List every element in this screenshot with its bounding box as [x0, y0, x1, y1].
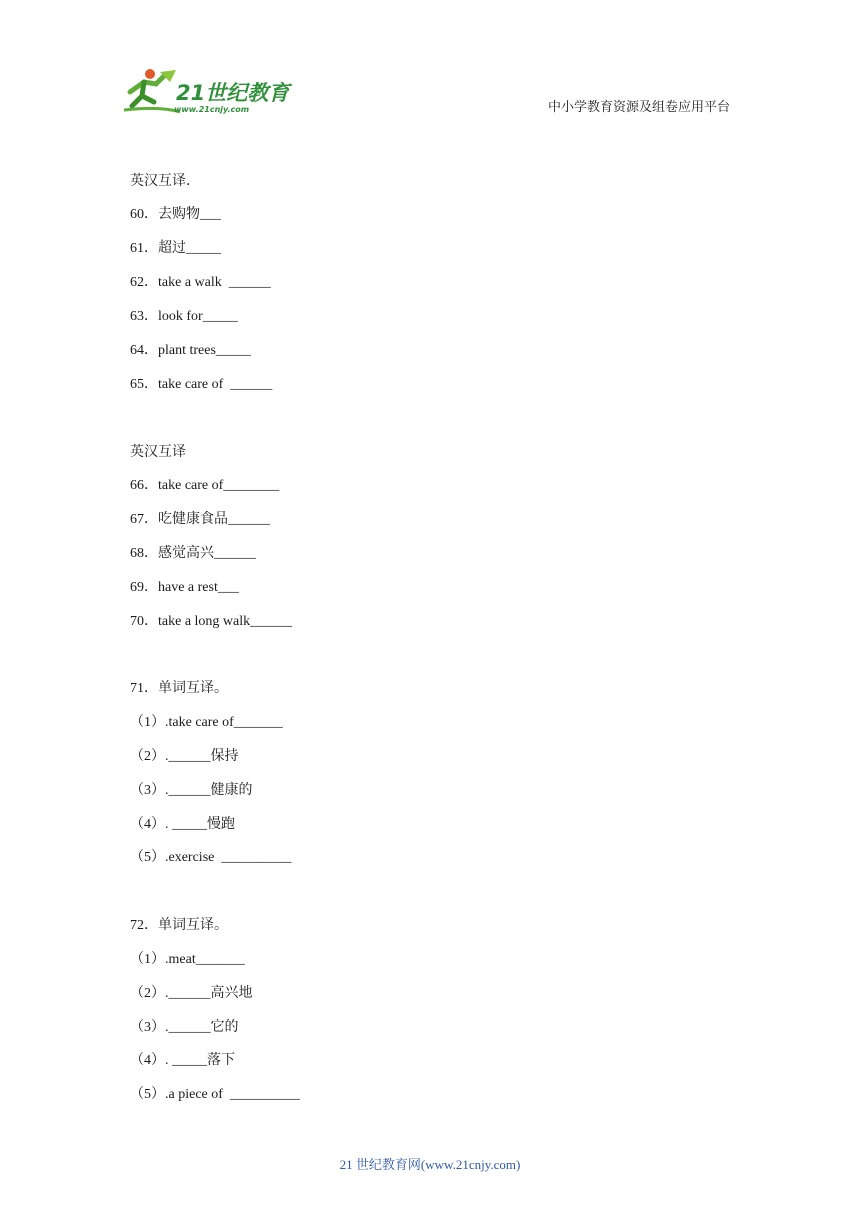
sub-item: （3）.______它的 [130, 1020, 239, 1035]
question-71: 71．单词互译。 [130, 681, 228, 696]
question-66: 66．take care of________ [130, 478, 280, 493]
page-footer: 21 世纪教育网(www.21cnjy.com) [339, 1157, 521, 1172]
21cnjy-logo [120, 66, 295, 116]
question-61: 61．超过_____ [130, 241, 221, 256]
question-63: 63．look for_____ [130, 309, 238, 324]
logo-wordmark: 21世纪教育 [176, 81, 290, 105]
question-70: 70．take a long walk______ [130, 614, 293, 629]
sub-item: （1）.meat_______ [130, 952, 245, 967]
question-69: 69．have a rest___ [130, 580, 239, 595]
question-62: 62．take a walk ______ [130, 275, 271, 290]
section-heading: 英汉互译. [130, 173, 191, 189]
question-68: 68．感觉高兴______ [130, 546, 256, 561]
sub-item: （1）.take care of_______ [130, 715, 283, 730]
logo-url: www.21cnjy.com [174, 105, 250, 114]
sub-item: （5）.exercise __________ [130, 850, 292, 865]
question-72: 72．单词互译。 [130, 918, 228, 933]
question-67: 67．吃健康食品______ [130, 512, 270, 527]
sub-item: （2）.______高兴地 [130, 986, 253, 1001]
page-header [0, 0, 860, 130]
site-name: 中小学教育资源及组卷应用平台 [548, 100, 731, 115]
question-60: 60．去购物___ [130, 207, 221, 222]
sub-item: （4）. _____慢跑 [130, 817, 235, 832]
section-heading: 英汉互译 [130, 444, 186, 460]
question-65: 65．take care of ______ [130, 377, 273, 392]
sub-item: （2）.______保持 [130, 749, 239, 764]
sub-item: （5）.a piece of __________ [130, 1087, 300, 1102]
sub-item: （4）. _____落下 [130, 1053, 235, 1068]
question-64: 64．plant trees_____ [130, 343, 251, 358]
sub-item: （3）.______健康的 [130, 783, 253, 798]
